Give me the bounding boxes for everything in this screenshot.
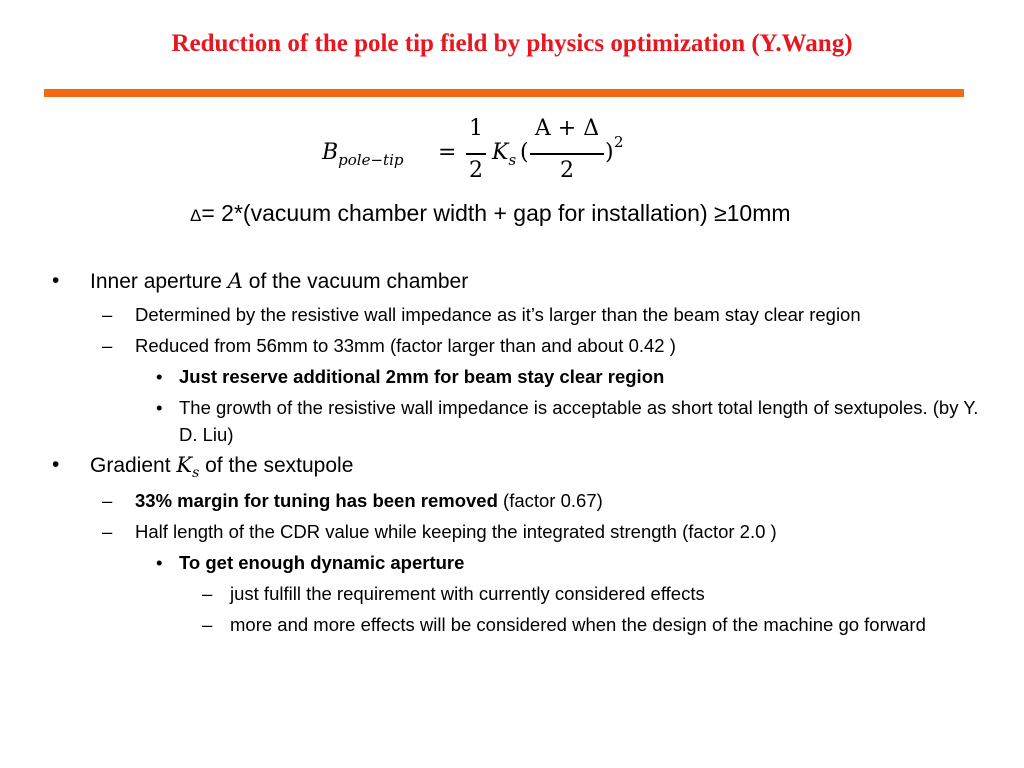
formula-open-paren: ( xyxy=(520,140,529,165)
bullet-list xyxy=(50,264,990,638)
delta-definition: Δ= 2*(vacuum chamber width + gap for installation) ≥10mm xyxy=(190,200,791,226)
formula-k: $K_s$ xyxy=(492,140,517,169)
formula-close-paren: ) xyxy=(605,140,614,165)
sub-bullet-half-length: – Half length of the CDR value while keeping the integrated strength (factor 2.0 ) xyxy=(102,521,777,542)
level4-bullet-fulfill-requirement: – just fulfill the requirement with currently considered effects xyxy=(202,583,705,604)
formula-fraction-half: 1 2 xyxy=(466,116,486,191)
sub-sub-bullet-reserve-2mm: • Just reserve additional 2mm for beam stay clear region xyxy=(156,366,665,387)
sub-bullet-resistive-wall: – Determined by the resistive wall impedance as it’s larger than the beam stay clear region xyxy=(102,304,861,325)
sub-sub-bullet-impedance-growth: • The growth of the resistive wall impedance is acceptable as short total length of sextupoles. (by Y. D. Liu) xyxy=(156,397,979,445)
formula-exponent: 2 xyxy=(614,133,624,151)
title-divider xyxy=(44,89,964,97)
formula-equals: = xyxy=(438,140,457,165)
level4-bullet-more-effects: – more and more effects will be considered when the design of the machine go forward xyxy=(202,614,926,635)
bullet-gradient: • Gradient $K_s$ of the sextupole xyxy=(52,453,354,481)
formula-fraction-aperture: A + Δ 2 xyxy=(530,116,604,191)
formula-lhs: $B_{pole-tip}$ xyxy=(322,140,404,169)
slide-title: Reduction of the pole tip field by physics optimization (Y.Wang) xyxy=(171,30,853,57)
sub-sub-bullet-dynamic-aperture: • To get enough dynamic aperture xyxy=(156,552,465,573)
sub-bullet-margin-removed: – 33% margin for tuning has been removed (factor 0.67) xyxy=(102,490,603,511)
sub-bullet-reduced-aperture: – Reduced from 56mm to 33mm (factor larger than and about 0.42 ) xyxy=(102,335,676,356)
bullet-inner-aperture: • Inner aperture A of the vacuum chamber xyxy=(52,269,469,293)
